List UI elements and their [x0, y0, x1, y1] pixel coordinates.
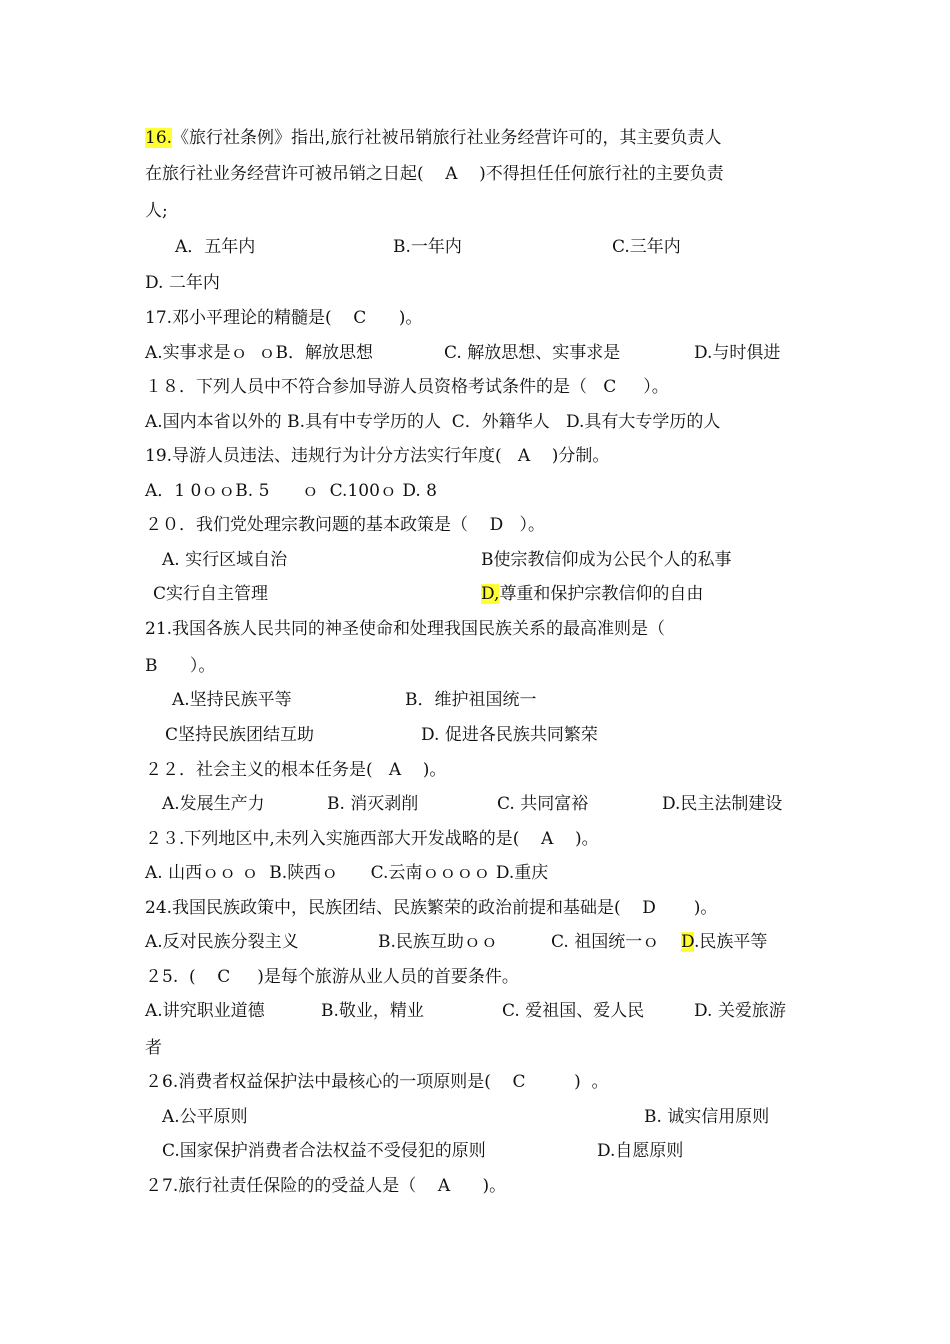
- question-17-stem: 17.邓小平理论的精髓是( C )。: [145, 308, 423, 328]
- q16-option-d: D. 二年内: [145, 273, 220, 293]
- question-21-stem: 21.我国各族人民共同的神圣使命和处理我国民族关系的最高准则是（: [145, 619, 666, 639]
- q26-option-a: A.公平原则: [162, 1107, 248, 1127]
- q24-option-b: B.民族互助ｏｏ: [378, 932, 498, 952]
- q24-option-a: A.反对民族分裂主义: [145, 932, 299, 952]
- q26-option-c: C.国家保护消费者合法权益不受侵犯的原则: [162, 1141, 486, 1161]
- question-18-stem: １８．下列人员中不符合参加导游人员资格考试条件的是（ C ）。: [145, 377, 669, 397]
- q26-option-b: B. 诚实信用原则: [644, 1107, 770, 1127]
- q21-option-b: B．维护祖国统一: [405, 690, 537, 710]
- q22-option-a: A.发展生产力: [162, 794, 265, 814]
- question-25-stem: ２5. ( C )是每个旅游从业人员的首要条件。: [145, 967, 519, 987]
- q20-option-c: C实行自主管理: [153, 584, 269, 604]
- q26-option-d: D.自愿原则: [597, 1141, 684, 1161]
- highlight-answer-letter: D,: [481, 584, 500, 604]
- question-20-stem: ２０．我们党处理宗教问题的基本政策是（ D ）。: [145, 515, 545, 535]
- q22-option-d: D.民主法制建设: [662, 794, 783, 814]
- q24-option-c: C. 祖国统一ｏ: [551, 932, 660, 952]
- question-19-stem: 19.导游人员违法、违规行为计分方法实行年度( A )分制。: [145, 446, 610, 466]
- question-22-stem: ２２．社会主义的根本任务是( A )。: [145, 760, 447, 780]
- question-24-stem: 24.我国民族政策中，民族团结、民族繁荣的政治前提和基础是( D )。: [145, 898, 718, 918]
- q21-option-c: C坚持民族团结互助: [165, 725, 315, 745]
- question-21-stem-cont: B ）。: [145, 656, 216, 676]
- question-16-line-3: 人;: [145, 201, 168, 221]
- question-26-stem: ２6.消费者权益保护法中最核心的一项原则是( C ) 。: [145, 1072, 609, 1092]
- q20-option-a: A. 实行区域自治: [162, 550, 288, 570]
- q16-option-a: A．五年内: [175, 237, 256, 257]
- q24-option-d: D.民族平等: [681, 932, 768, 952]
- q17-option-c: C. 解放思想、实事求是: [444, 343, 621, 363]
- q25-option-b: B.敬业，精业: [321, 1001, 424, 1021]
- q21-option-d: D. 促进各民族共同繁荣: [421, 725, 598, 745]
- question-27-stem: ２7.旅行社责任保险的的受益人是（ A )。: [145, 1176, 507, 1196]
- highlight-answer-letter: D: [681, 932, 695, 952]
- q17-options-ab: A.实事求是ｏ ｏB．解放思想: [145, 343, 373, 363]
- q16-option-b: B.一年内: [393, 237, 462, 257]
- q18-options: A.国内本省以外的 B.具有中专学历的人 C．外籍华人 D.具有大专学历的人: [145, 412, 721, 432]
- q19-options: A．1 0ｏｏB. 5 ｏ C.100ｏ D. 8: [145, 481, 437, 501]
- q17-option-d: D.与时俱进: [694, 343, 781, 363]
- q16-option-c: C.三年内: [612, 237, 681, 257]
- q20-option-d: D,尊重和保护宗教信仰的自由: [481, 584, 704, 604]
- q20-option-b: B使宗教信仰成为公民个人的私事: [481, 550, 732, 570]
- q25-option-a: A.讲究职业道德: [145, 1001, 265, 1021]
- question-23-stem: ２３.下列地区中,未列入实施西部大开发战略的是( A )。: [145, 829, 599, 849]
- q25-option-d-cont: 者: [145, 1038, 162, 1058]
- q22-option-c: C. 共同富裕: [497, 794, 589, 814]
- q22-option-b: B. 消灭剥削: [327, 794, 419, 814]
- q25-option-c: C. 爱祖国、爱人民: [502, 1001, 645, 1021]
- question-16-line-1: 16.《旅行社条例》指出,旅行社被吊销旅行社业务经营许可的，其主要负责人: [145, 128, 722, 148]
- q23-options: A. 山西ｏｏ ｏ B.陕西ｏ C.云南ｏｏｏｏ D.重庆: [145, 863, 549, 883]
- q21-option-a: A.坚持民族平等: [172, 690, 292, 710]
- highlight-question-number: 16.: [145, 128, 173, 148]
- question-16-line-2: 在旅行社业务经营许可被吊销之日起( A )不得担任任何旅行社的主要负责: [145, 164, 724, 184]
- q25-option-d: D. 关爱旅游: [694, 1001, 786, 1021]
